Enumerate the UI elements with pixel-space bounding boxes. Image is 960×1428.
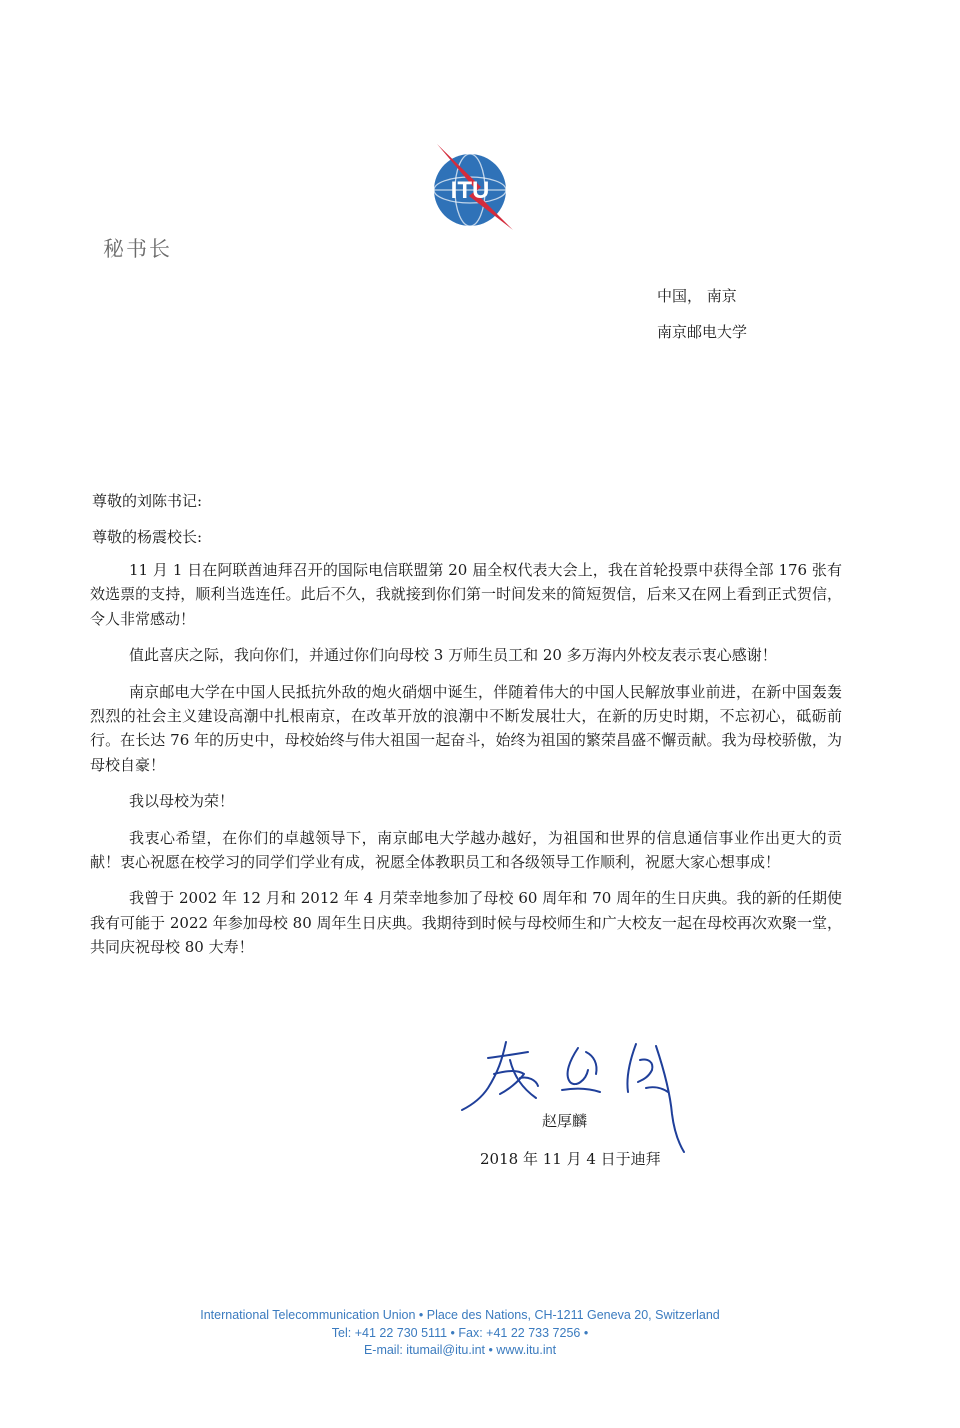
footer-phone-fax: Tel: +41 22 730 5111 • Fax: +41 22 733 7256 • xyxy=(331,1325,589,1340)
letter-body xyxy=(90,558,842,972)
itu-logo xyxy=(425,140,520,235)
recipient-location xyxy=(657,278,747,350)
office-title: 秘书长 xyxy=(103,237,172,261)
salutations xyxy=(92,483,202,555)
paragraph-wishes: 我衷心希望，在你们的卓越领导下，南京邮电大学越办越好，为祖国和世界的信息通信事业作出更大的贡献！衷心祝愿在校学习的同学们学业有成，祝愿全体教职员工和各级领导工作顺利，祝愿大家心想事成！ xyxy=(90,828,842,872)
signing-date-place: 2018 年 11 月 4 日于迪拜 xyxy=(480,1150,661,1168)
logo-text: ITU xyxy=(450,177,490,204)
footer-address: International Telecommunication Union • Place des Nations, CH-1211 Geneva 20, Switzerland xyxy=(200,1308,720,1322)
paragraph-anniversary: 我曾于 2002 年 12 月和 2012 年 4 月荣幸地参加了母校 60 周年和 70 周年的生日庆典。我的新的任期使我有可能于 2022 年参加母校 80 周年生日庆典。我期待到时候与母校师生和广大校友一起在母校再次欢聚一堂，共同庆祝母校 80 大寿！ xyxy=(90,889,842,957)
footer-email-web: E-mail: itumail@itu.int • www.itu.int xyxy=(363,1343,557,1357)
paragraph-pride: 我以母校为荣！ xyxy=(129,792,235,811)
handwritten-signature xyxy=(458,1030,698,1165)
letterhead-footer xyxy=(0,1307,920,1360)
paragraph-history: 南京邮电大学在中国人民抵抗外敌的炮火硝烟中诞生，伴随着伟大的中国人民解放事业前进，在新中国轰轰烈烈的社会主义建设高潮中扎根南京，在改革开放的浪潮中不断发展壮大，在新的历史时期，不忘初心，砥砺前行。在长达 76 年的历史中，母校始终与伟大祖国一起奋斗，始终为祖国的繁荣昌盛不懈贡献。我为母校骄傲，为母校自豪！ xyxy=(90,682,842,774)
paragraph-thanks: 值此喜庆之际，我向你们，并通过你们向母校 3 万师生员工和 20 多万海内外校友表示衷心感谢！ xyxy=(129,646,777,665)
salutation-president: 尊敬的杨震校长: xyxy=(92,528,203,546)
signer-name: 赵厚麟 xyxy=(542,1112,588,1130)
salutation-secretary: 尊敬的刘陈书记: xyxy=(92,492,203,510)
paragraph-election: 11 月 1 日在阿联酋迪拜召开的国际电信联盟第 20 届全权代表大会上，我在首轮投票中获得全部 176 张有效选票的支持，顺利当选连任。此后不久，我就接到你们第一时间发来的简短贺信，后来又在网上看到正式贺信，令人非常感动！ xyxy=(90,561,842,628)
location-institution: 南京邮电大学 xyxy=(657,323,748,341)
location-city: 中国， 南京 xyxy=(657,287,737,305)
